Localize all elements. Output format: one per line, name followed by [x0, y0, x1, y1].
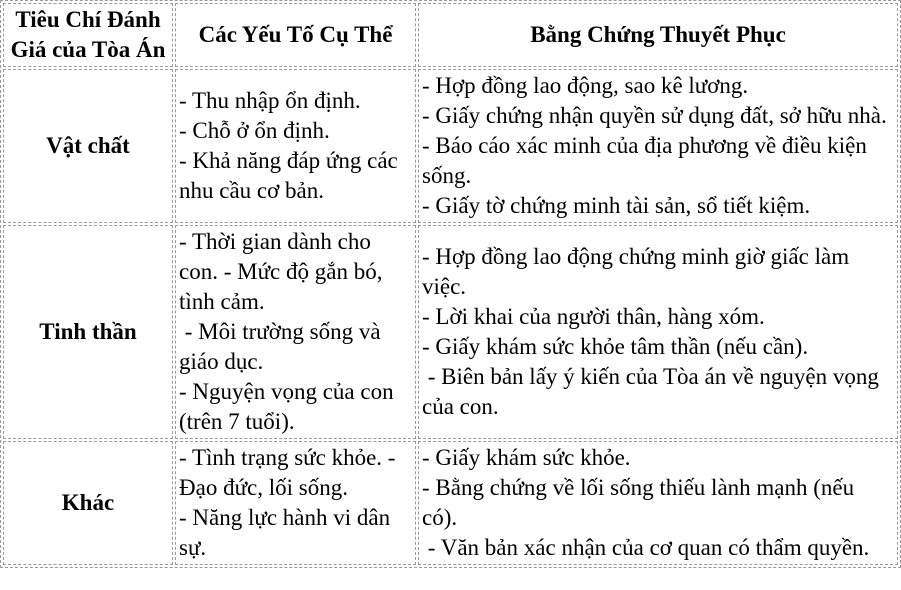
bullet-line: - Môi trường sống và giáo dục. — [179, 319, 387, 374]
bullet-line: - Giấy khám sức khỏe. — [422, 445, 631, 470]
bullet-line: - Lời khai của người thân, hàng xóm. — [422, 304, 765, 329]
factors-cell — [175, 225, 416, 439]
bullet-line: - Biên bản lấy ý kiến của Tòa án về nguyện vọng của con. — [422, 364, 885, 419]
bullet-line: - Báo cáo xác minh của địa phương về điều kiện sống. — [422, 133, 873, 188]
bullet-line: - Văn bản xác nhận của cơ quan có thẩm quyền. — [422, 535, 870, 560]
evidence-cell — [418, 69, 898, 223]
criterion-cell: Tinh thần — [3, 225, 173, 439]
bullet-line: - Hợp đồng lao động, sao kê lương. — [422, 73, 749, 98]
bullet-line: - Chỗ ở ổn định. — [179, 118, 330, 143]
criterion-cell: Khác — [3, 441, 173, 565]
bullet-line: - Thời gian dành cho con. - Mức độ gắn bó, tình cảm. — [179, 229, 389, 314]
factors-cell — [175, 441, 416, 565]
bullet-line: - Khả năng đáp ứng các nhu cầu cơ bản. — [179, 148, 404, 203]
header-cell-criteria: Tiêu Chí Đánh Giá của Tòa Án — [3, 3, 173, 67]
bullet-line: - Năng lực hành vi dân sự. — [179, 505, 396, 560]
bullet-line: - Tình trạng sức khỏe. - Đạo đức, lối sống. — [179, 445, 402, 500]
bullet-line: - Nguyện vọng của con (trên 7 tuổi). — [179, 379, 400, 434]
table-row — [3, 441, 898, 565]
bullet-line: - Thu nhập ổn định. — [179, 88, 361, 113]
evaluation-table-body — [3, 69, 898, 565]
header-cell-evidence: Bằng Chứng Thuyết Phục — [418, 3, 898, 67]
criterion-cell: Vật chất — [3, 69, 173, 223]
bullet-line: - Giấy tờ chứng minh tài sản, sổ tiết kiệm. — [422, 193, 811, 218]
table-header-row — [3, 3, 898, 67]
table-row — [3, 69, 898, 223]
bullet-line: - Giấy chứng nhận quyền sử dụng đất, sở hữu nhà. — [422, 103, 887, 128]
evidence-cell — [418, 225, 898, 439]
bullet-line: - Bằng chứng về lối sống thiếu lành mạnh (nếu có). — [422, 475, 860, 530]
factors-cell — [175, 69, 416, 223]
header-cell-factors: Các Yếu Tố Cụ Thể — [175, 3, 416, 67]
bullet-line: - Giấy khám sức khỏe tâm thần (nếu cần). — [422, 334, 809, 359]
bullet-line: - Hợp đồng lao động chứng minh giờ giấc làm việc. — [422, 244, 855, 299]
table-row — [3, 225, 898, 439]
evidence-cell — [418, 441, 898, 565]
